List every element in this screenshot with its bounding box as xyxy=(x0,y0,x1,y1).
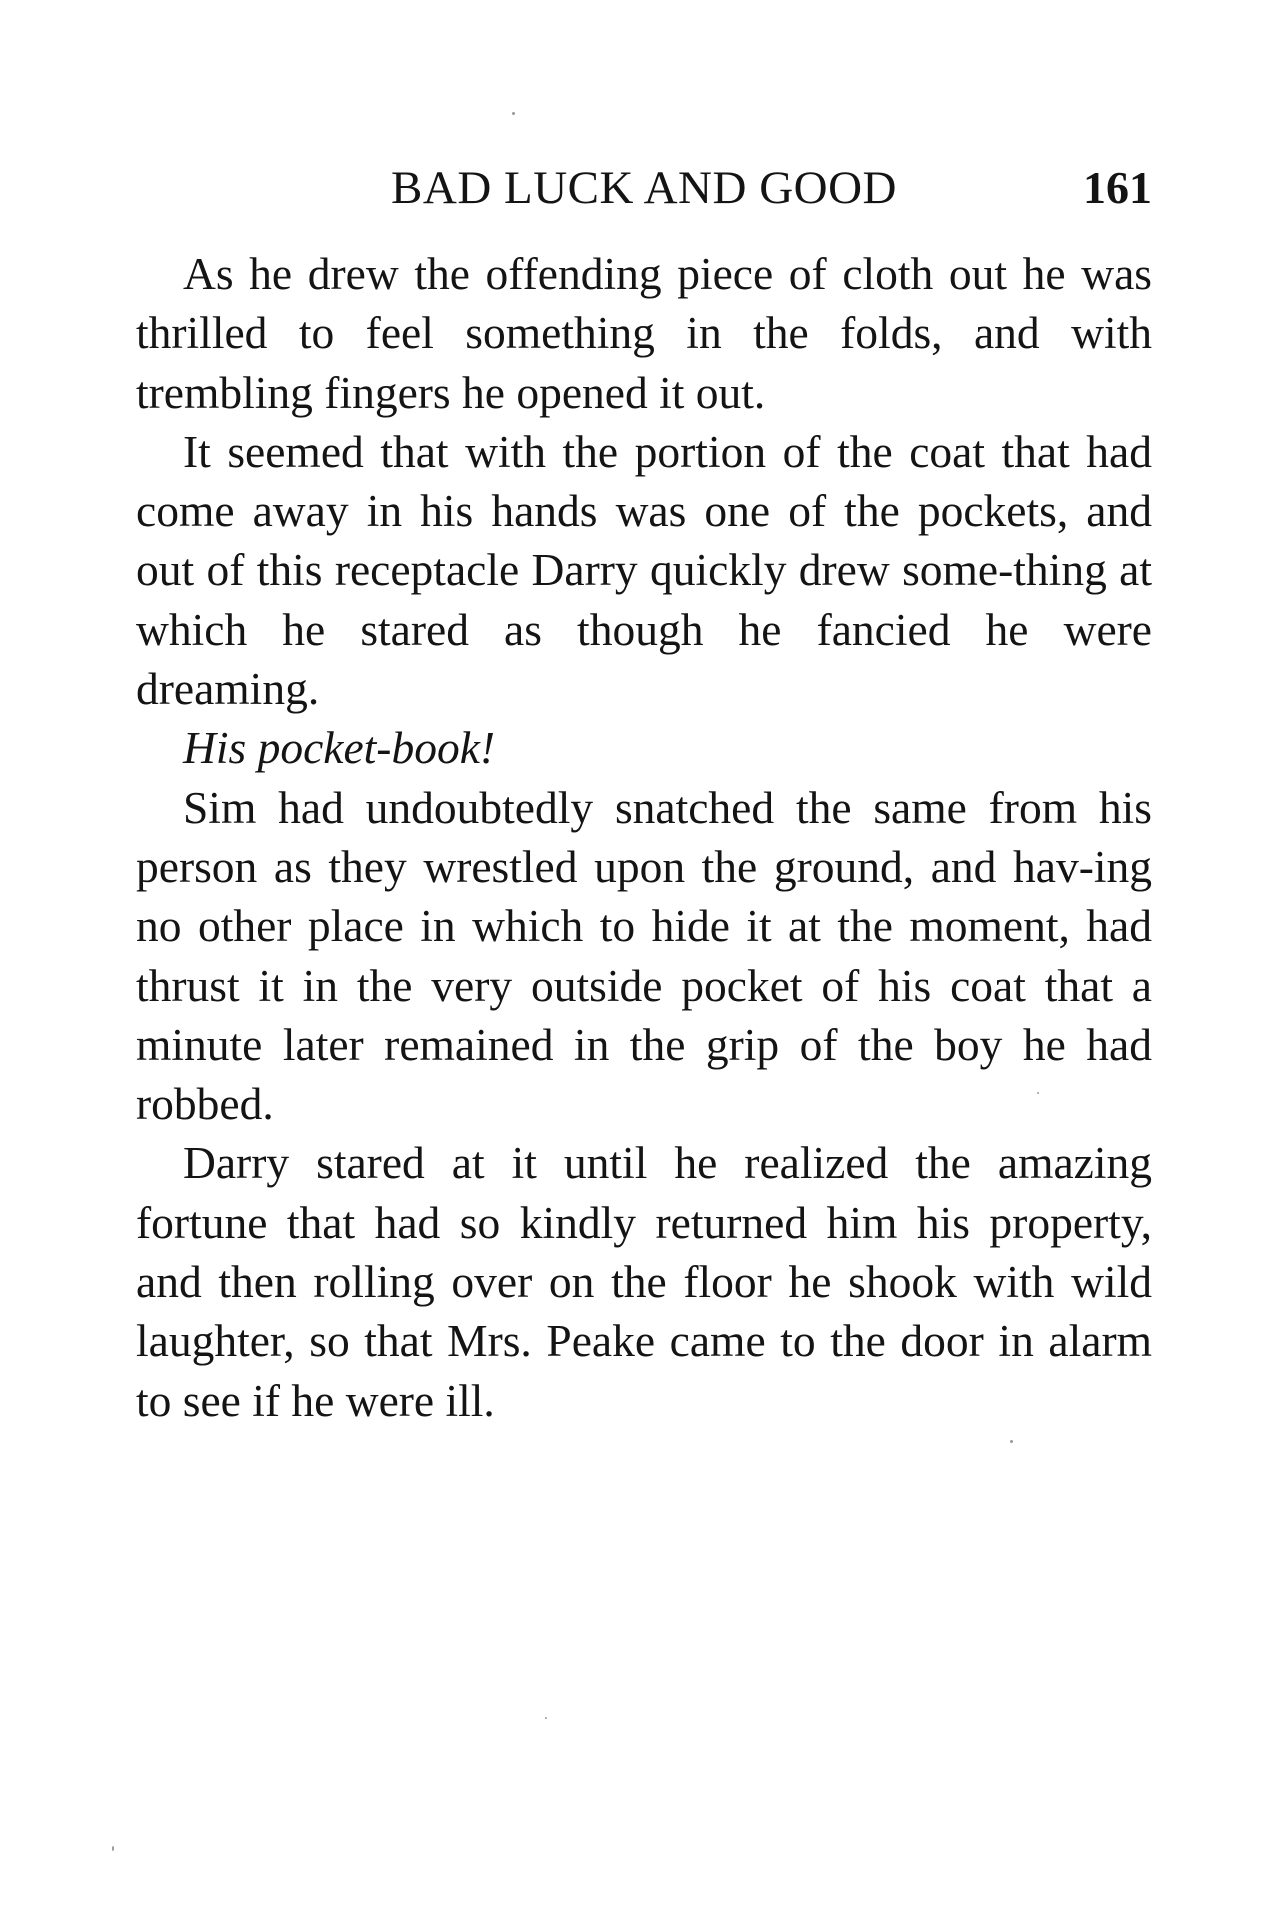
body-text xyxy=(136,244,1152,1430)
paragraph: As he drew the offending piece of cloth out he was thrilled to feel something in the folds, and with trembling fingers he opened it out. xyxy=(136,248,1152,418)
scan-speck xyxy=(1010,1440,1013,1443)
paragraph: Sim had undoubtedly snatched the same from his person as they wrestled upon the ground, and hav-ing no other place in which to hide it at the moment, had thrust it in the very outside pocket of his coat that a minute later remained in the grip of the boy he had robbed. xyxy=(136,781,1152,1130)
scan-speck xyxy=(512,112,515,115)
paragraph: It seemed that with the portion of the coat that had come away in his hands was one of the pockets, and out of this receptacle Darry quickly drew some-thing at which he stared as though he fancied he were dreaming. xyxy=(136,425,1152,715)
page-number: 161 xyxy=(1083,162,1152,213)
italic-exclamation: His pocket-book! xyxy=(183,722,496,774)
scan-speck xyxy=(1037,1092,1039,1094)
running-head xyxy=(136,158,1152,218)
paragraph: Darry stared at it until he realized the amazing fortune that had so kindly returned him his property, and then rolling over on the floor he shook with wild laughter, so that Mrs. Peake came to the door in alarm to see if he were ill. xyxy=(136,1137,1152,1426)
chapter-running-title: BAD LUCK AND GOOD xyxy=(391,162,897,214)
scan-speck xyxy=(112,1846,114,1851)
scan-speck xyxy=(545,1717,547,1719)
